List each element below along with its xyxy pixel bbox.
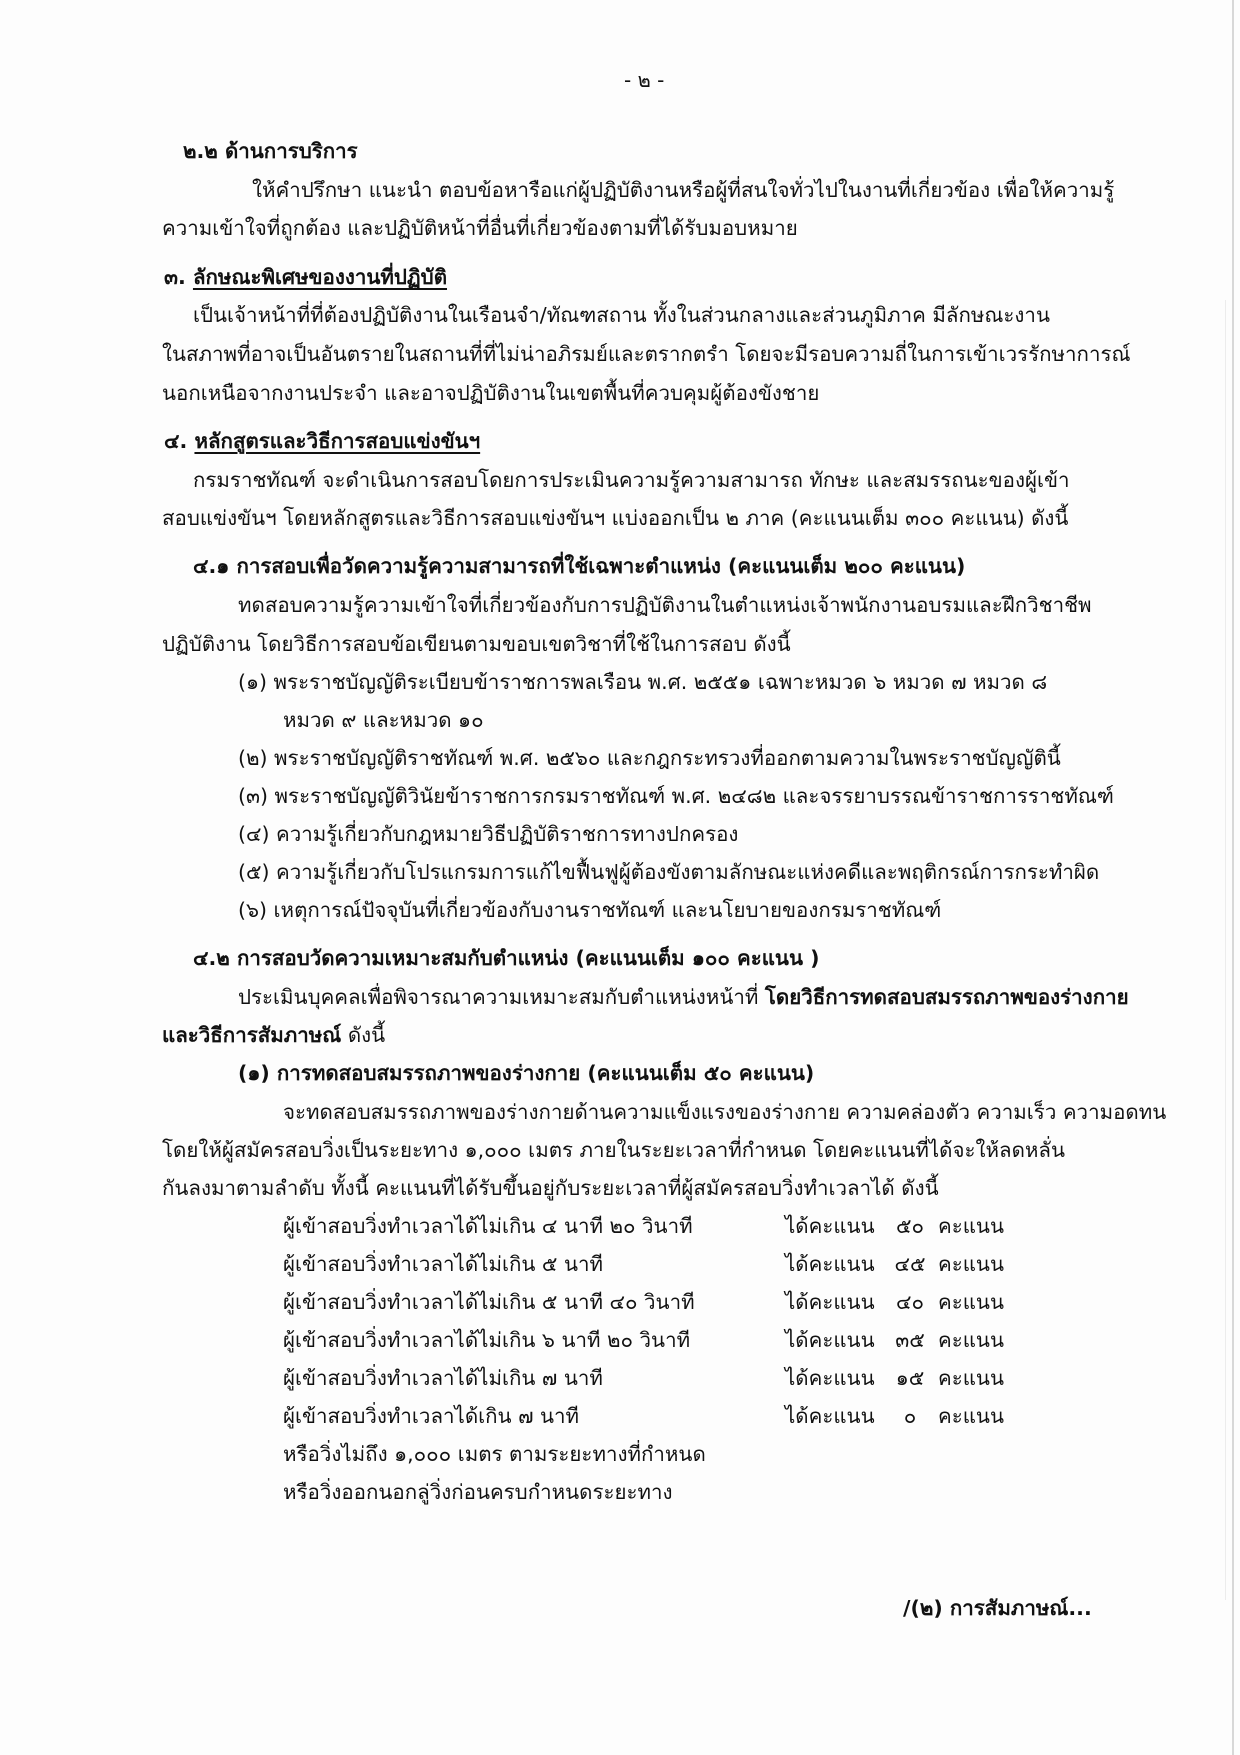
section-4-title: หลักสูตรและวิธีการสอบแข่งขันฯ xyxy=(194,429,481,453)
subject-item-text: พระราชบัญญัติวินัยข้าราชการกรมราชทัณฑ์ พ.ศ. ๒๔๘๒ และจรรยาบรรณข้าราชการราชทัณฑ์ xyxy=(274,784,1114,808)
section-4-2-text: ประเมินบุคคลเพื่อพิจารณาความเหมาะสมกับตำแหน่งหน้าที่ xyxy=(238,985,765,1009)
section-4-line: สอบแข่งขันฯ โดยหลักสูตรและวิธีการสอบแข่งขันฯ แบ่งออกเป็น ๒ ภาค (คะแนนเต็ม ๓๐๐ คะแนน) ดังนี้ xyxy=(162,506,1069,530)
subject-item-text: พระราชบัญญัติระเบียบข้าราชการพลเรือน พ.ศ. ๒๕๕๑ เฉพาะหมวด ๖ หมวด ๗ หมวด ๘ xyxy=(273,670,1048,694)
section-3-line: ในสภาพที่อาจเป็นอันตรายในสถานที่ที่ไม่น่าอภิรมย์และตรากตรำ โดยจะมีรอบความถี่ในการเข้าเวรรักษาการณ์ xyxy=(162,342,1131,366)
physical-test-heading: (๑) การทดสอบสมรรถภาพของร่างกาย (คะแนนเต็ม ๕๐ คะแนน) xyxy=(238,1061,815,1085)
section-4-2-bold-text: และวิธีการสัมภาษณ์ xyxy=(162,1023,342,1047)
score-unit: คะแนน xyxy=(938,1214,1004,1238)
section-4-1-heading: ๔.๑ การสอบเพื่อวัดความรู้ความสามารถที่ใช้เฉพาะตำแหน่ง (คะแนนเต็ม ๒๐๐ คะแนน) xyxy=(193,554,966,578)
section-2-2-heading: ๒.๒ ด้านการบริการ xyxy=(183,139,358,163)
score-unit: คะแนน xyxy=(938,1404,1004,1428)
score-condition: ผู้เข้าสอบวิ่งทำเวลาได้ไม่เกิน ๗ นาที xyxy=(283,1366,603,1390)
subject-item-text: ความรู้เกี่ยวกับกฎหมายวิธีปฏิบัติราชการทางปกครอง xyxy=(276,822,739,846)
section-2-2-line: ให้คำปรึกษา แนะนำ ตอบข้อหารือแก่ผู้ปฏิบัติงานหรือผู้ที่สนใจทั่วไปในงานที่เกี่ยวข้อง เพื่อให้ความรู้ xyxy=(252,178,1115,202)
score-label: ได้คะแนน xyxy=(785,1252,875,1276)
score-value: ๑๕ xyxy=(895,1366,925,1390)
score-value: ๕๐ xyxy=(895,1214,925,1238)
score-condition: ผู้เข้าสอบวิ่งทำเวลาได้เกิน ๗ นาที xyxy=(283,1404,580,1428)
score-condition: ผู้เข้าสอบวิ่งทำเวลาได้ไม่เกิน ๕ นาที xyxy=(283,1252,603,1276)
score-label: ได้คะแนน xyxy=(785,1290,875,1314)
score-condition: ผู้เข้าสอบวิ่งทำเวลาได้ไม่เกิน ๔ นาที ๒๐ วินาที xyxy=(283,1214,693,1238)
section-4-1-line: ทดสอบความรู้ความเข้าใจที่เกี่ยวข้องกับการปฏิบัติงานในตำแหน่งเจ้าพนักงานอบรมและฝึกวิชาชีพ xyxy=(238,593,1092,617)
section-4-2-line xyxy=(162,1021,385,1049)
score-unit: คะแนน xyxy=(938,1252,1004,1276)
section-4-2-line xyxy=(238,983,1129,1011)
subject-item-5 xyxy=(238,858,1099,886)
section-3-title: ลักษณะพิเศษของงานที่ปฏิบัติ xyxy=(192,265,448,289)
score-condition: ผู้เข้าสอบวิ่งทำเวลาได้ไม่เกิน ๖ นาที ๒๐ วินาที xyxy=(283,1328,691,1352)
score-value: ๐ xyxy=(903,1404,917,1428)
section-4-2-text: ดังนี้ xyxy=(341,1023,386,1047)
section-4-2-bold-text: โดยวิธีการทดสอบสมรรถภาพของร่างกาย xyxy=(764,985,1129,1009)
subject-item-number: (๓) xyxy=(238,784,269,808)
section-4-heading xyxy=(164,427,480,455)
page-number: - ๒ - xyxy=(624,68,665,92)
physical-test-line: กันลงมาตามลำดับ ทั้งนี้ คะแนนที่ได้รับขึ้นอยู่กับระยะเวลาที่ผู้สมัครสอบวิ่งทำเวลาได้ ดังนี้ xyxy=(162,1176,939,1200)
section-4-line: กรมราชทัณฑ์ จะดำเนินการสอบโดยการประเมินความรู้ความสามารถ ทักษะ และสมรรถนะของผู้เข้า xyxy=(193,468,1070,492)
score-value: ๔๐ xyxy=(895,1290,925,1314)
section-3-number: ๓. xyxy=(164,265,186,289)
subject-item-text: ความรู้เกี่ยวกับโปรแกรมการแก้ไขฟื้นฟูผู้ต้องขังตามลักษณะแห่งคดีและพฤติกรณ์การกระทำผิด xyxy=(276,860,1100,884)
physical-test-line: จะทดสอบสมรรถภาพของร่างกายด้านความแข็งแรงของร่างกาย ความคล่องตัว ความเร็ว ความอดทน xyxy=(283,1100,1167,1124)
section-3-heading xyxy=(164,263,447,291)
subject-item-1 xyxy=(238,668,1047,696)
score-unit: คะแนน xyxy=(938,1366,1004,1390)
subject-item-3 xyxy=(238,782,1114,810)
score-unit: คะแนน xyxy=(938,1290,1004,1314)
score-extra-line: หรือวิ่งไม่ถึง ๑,๐๐๐ เมตร ตามระยะทางที่กำหนด xyxy=(283,1442,706,1466)
subject-item-number: (๔) xyxy=(238,822,270,846)
subject-item-1-continuation: หมวด ๙ และหมวด ๑๐ xyxy=(283,708,484,732)
physical-test-line: โดยให้ผู้สมัครสอบวิ่งเป็นระยะทาง ๑,๐๐๐ เมตร ภายในระยะเวลาที่กำหนด โดยคะแนนที่ได้จะให้ลดหลั่น xyxy=(162,1138,1065,1162)
subject-item-6 xyxy=(238,896,941,924)
score-unit: คะแนน xyxy=(938,1328,1004,1352)
section-4-1-line: ปฏิบัติงาน โดยวิธีการสอบข้อเขียนตามขอบเขตวิชาที่ใช้ในการสอบ ดังนี้ xyxy=(162,632,791,656)
score-label: ได้คะแนน xyxy=(785,1404,875,1428)
score-label: ได้คะแนน xyxy=(785,1366,875,1390)
section-4-number: ๔. xyxy=(164,429,188,453)
section-2-2-line: ความเข้าใจที่ถูกต้อง และปฏิบัติหน้าที่อื่นที่เกี่ยวข้องตามที่ได้รับมอบหมาย xyxy=(162,216,798,240)
section-4-2-heading: ๔.๒ การสอบวัดความเหมาะสมกับตำแหน่ง (คะแนนเต็ม ๑๐๐ คะแนน ) xyxy=(193,946,820,970)
subject-item-number: (๕) xyxy=(238,860,270,884)
subject-item-2 xyxy=(238,744,1061,772)
continued-next-page: /(๒) การสัมภาษณ์... xyxy=(903,1596,1092,1620)
scan-edge-line xyxy=(1225,300,1226,1600)
section-3-line: นอกเหนือจากงานประจำ และอาจปฏิบัติงานในเขตพื้นที่ควบคุมผู้ต้องขังชาย xyxy=(162,381,820,405)
score-extra-line: หรือวิ่งออกนอกลู่วิ่งก่อนครบกำหนดระยะทาง xyxy=(283,1480,673,1504)
scan-edge-line xyxy=(1232,0,1234,1755)
subject-item-text: พระราชบัญญัติราชทัณฑ์ พ.ศ. ๒๕๖๐ และกฎกระทรวงที่ออกตามความในพระราชบัญญัตินี้ xyxy=(274,746,1061,770)
score-label: ได้คะแนน xyxy=(785,1328,875,1352)
section-3-line: เป็นเจ้าหน้าที่ที่ต้องปฏิบัติงานในเรือนจำ/ทัณฑสถาน ทั้งในส่วนกลางและส่วนภูมิภาค มีลักษณะงาน xyxy=(193,303,1050,327)
subject-item-number: (๑) xyxy=(238,670,268,694)
score-condition: ผู้เข้าสอบวิ่งทำเวลาได้ไม่เกิน ๕ นาที ๔๐ วินาที xyxy=(283,1290,695,1314)
subject-item-number: (๖) xyxy=(238,898,268,922)
subject-item-4 xyxy=(238,820,738,848)
score-value: ๔๕ xyxy=(894,1252,926,1276)
subject-item-number: (๒) xyxy=(238,746,268,770)
score-value: ๓๕ xyxy=(895,1328,925,1352)
subject-item-text: เหตุการณ์ปัจจุบันที่เกี่ยวข้องกับงานราชทัณฑ์ และนโยบายของกรมราชทัณฑ์ xyxy=(273,898,942,922)
score-label: ได้คะแนน xyxy=(785,1214,875,1238)
